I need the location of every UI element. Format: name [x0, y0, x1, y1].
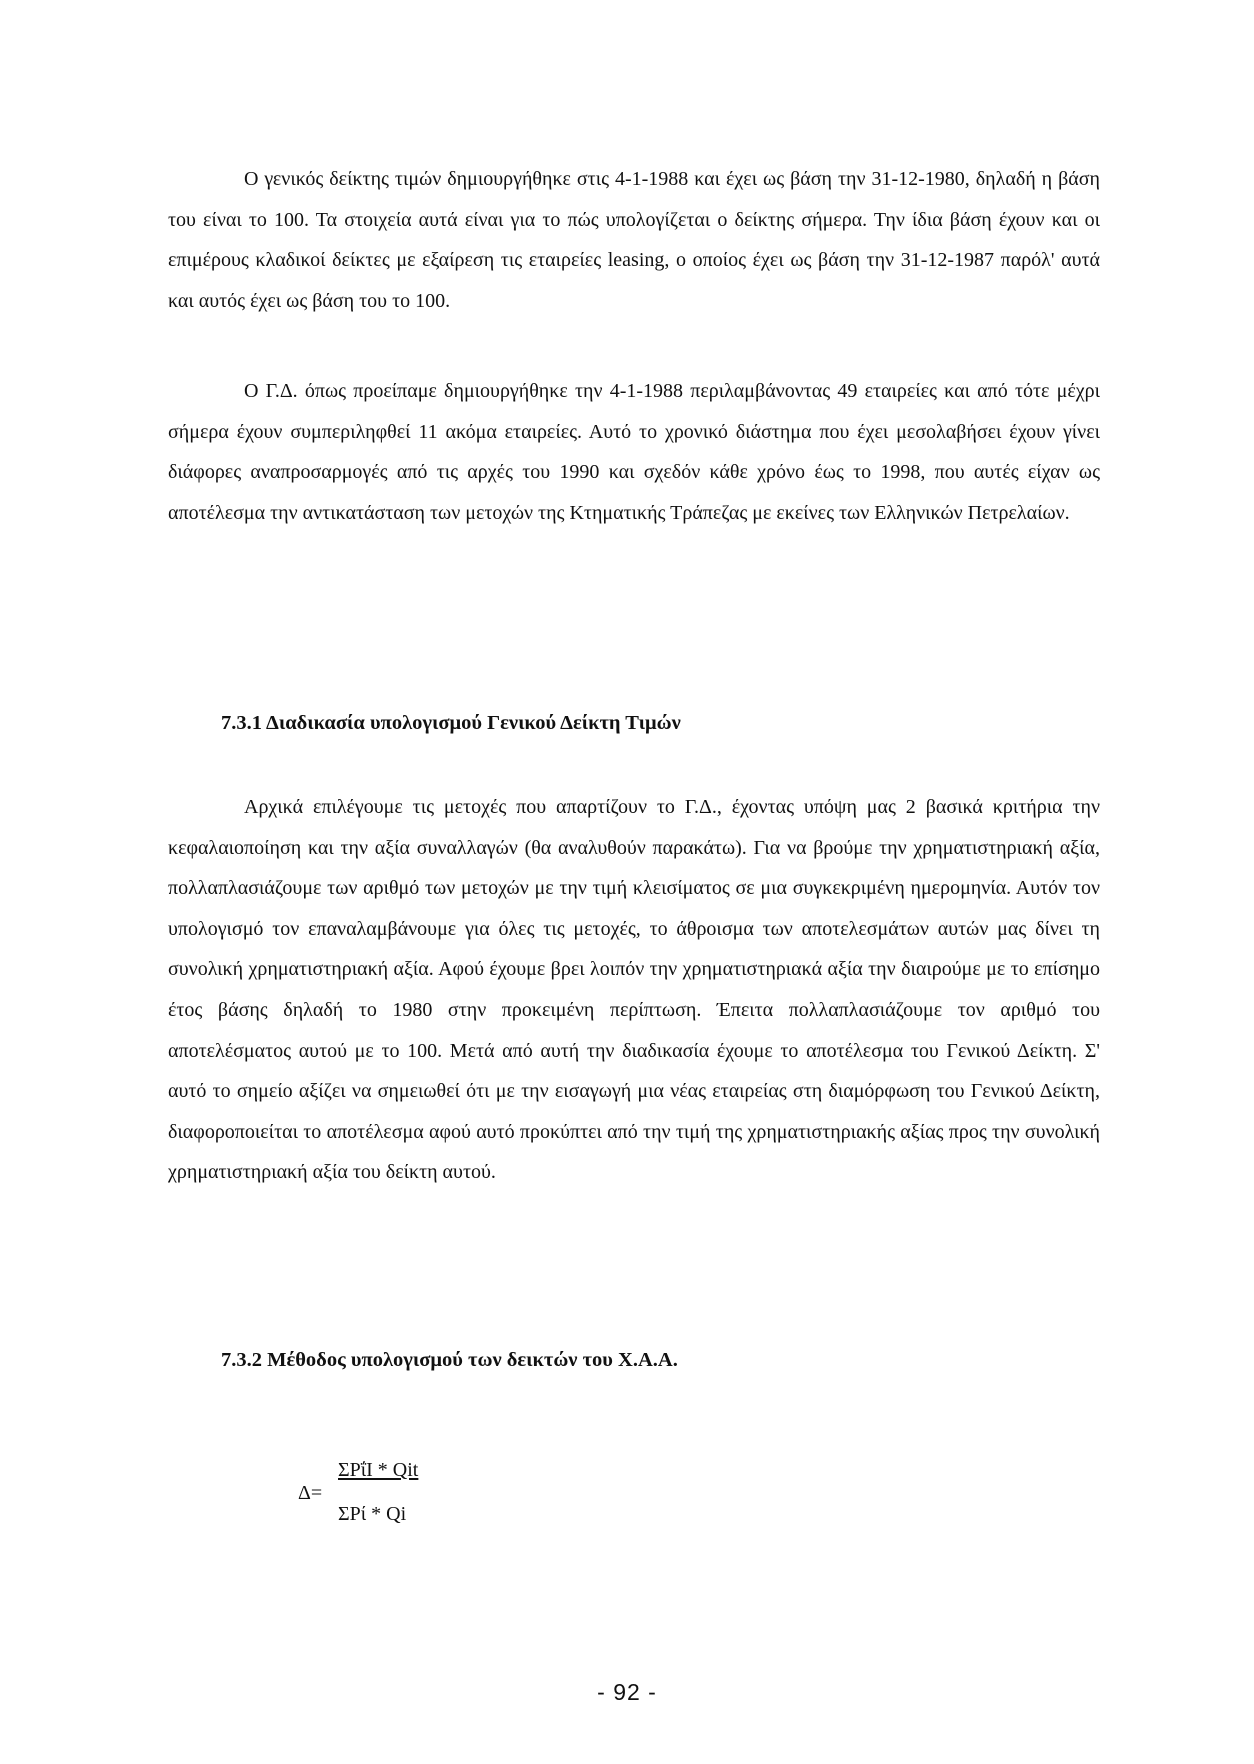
page-number: - 92 -	[597, 1679, 657, 1705]
section-heading-7-3-1: 7.3.1 Διαδικασία υπολογισμού Γενικού Δείκτη Τιμών	[221, 712, 681, 734]
paragraph-index-history: Ο Γ.Δ. όπως προείπαμε δημιουργήθηκε την 4-1-1988 περιλαμβάνοντας 49 εταιρείες και από τότε μέχρι σήμερα έχουν συμπεριληφθεί 11 ακόμα εταιρείες. Αυτό το χρονικό διάστημα που έχει μεσολαβήσει έχουν γίνει διάφορες αναπροσαρμογές από τις αρχές του 1990 και σχεδόν κάθε χρόνο έως το 1998, που αυτές είχαν ως αποτέλεσμα την αντικατάσταση των μετοχών της Κτηματικής Τράπεζας με εκείνες των Ελληνικών Πετρελαίων.	[168, 380, 1100, 524]
formula-denominator: ΣΡί * Qi	[338, 1503, 407, 1525]
formula-numerator: ΣΡΐΙ * Qit	[338, 1459, 419, 1481]
formula-lhs: Δ=	[298, 1482, 323, 1504]
section-heading-7-3-2: 7.3.2 Μέθοδος υπολογισμού των δεικτών του Χ.Α.Α.	[221, 1349, 678, 1371]
paragraph-general-index-base: Ο γενικός δείκτης τιμών δημιουργήθηκε στις 4-1-1988 και έχει ως βάση την 31-12-1980, δηλαδή η βάση του είναι το 100. Τα στοιχεία αυτά είναι για το πώς υπολογίζεται ο δείκτης σήμερα. Την ίδια βάση έχουν και οι επιμέρους κλαδικοί δείκτες με εξαίρεση τις εταιρείες leasing, ο οποίος έχει ως βάση την 31-12-1987 παρόλ' αυτά και αυτός έχει ως βάση του το 100.	[168, 168, 1100, 312]
paragraph-calculation-procedure: Αρχικά επιλέγουμε τις μετοχές που απαρτίζουν το Γ.Δ., έχοντας υπόψη μας 2 βασικά κριτήρια την κεφαλαιοποίηση και την αξία συναλλαγών (θα αναλυθούν παρακάτω). Για να βρούμε την χρηματιστηριακή αξία, πολλαπλασιάζουμε των αριθμό των μετοχών με την τιμή κλεισίματος σε μια συγκεκριμένη ημερομηνία. Αυτόν τον υπολογισμό τον επαναλαμβάνουμε για όλες τις μετοχές, το άθροισμα των αποτελεσμάτων αυτών μας δίνει τη συνολική χρηματιστηριακή αξία. Αφού έχουμε βρει λοιπόν την χρηματιστηριακά αξία την διαιρούμε με το επίσημο έτος βάσης δηλαδή το 1980 στην προκειμένη περίπτωση. Έπειτα πολλαπλασιάζουμε τον αριθμό του αποτελέσματος αυτού με το 100. Μετά από αυτή την διαδικασία έχουμε το αποτέλεσμα του Γενικού Δείκτη. Σ' αυτό το σημείο αξίζει να σημειωθεί ότι με την εισαγωγή μια νέας εταιρείας στη διαμόρφωση του Γενικού Δείκτη, διαφοροποιείται το αποτέλεσμα αφού αυτό προκύπτει από την τιμή της χρηματιστηριακής αξίας προς την συνολική χρηματιστηριακή αξία του δείκτη αυτού.	[168, 796, 1100, 1184]
index-formula	[298, 1445, 478, 1545]
